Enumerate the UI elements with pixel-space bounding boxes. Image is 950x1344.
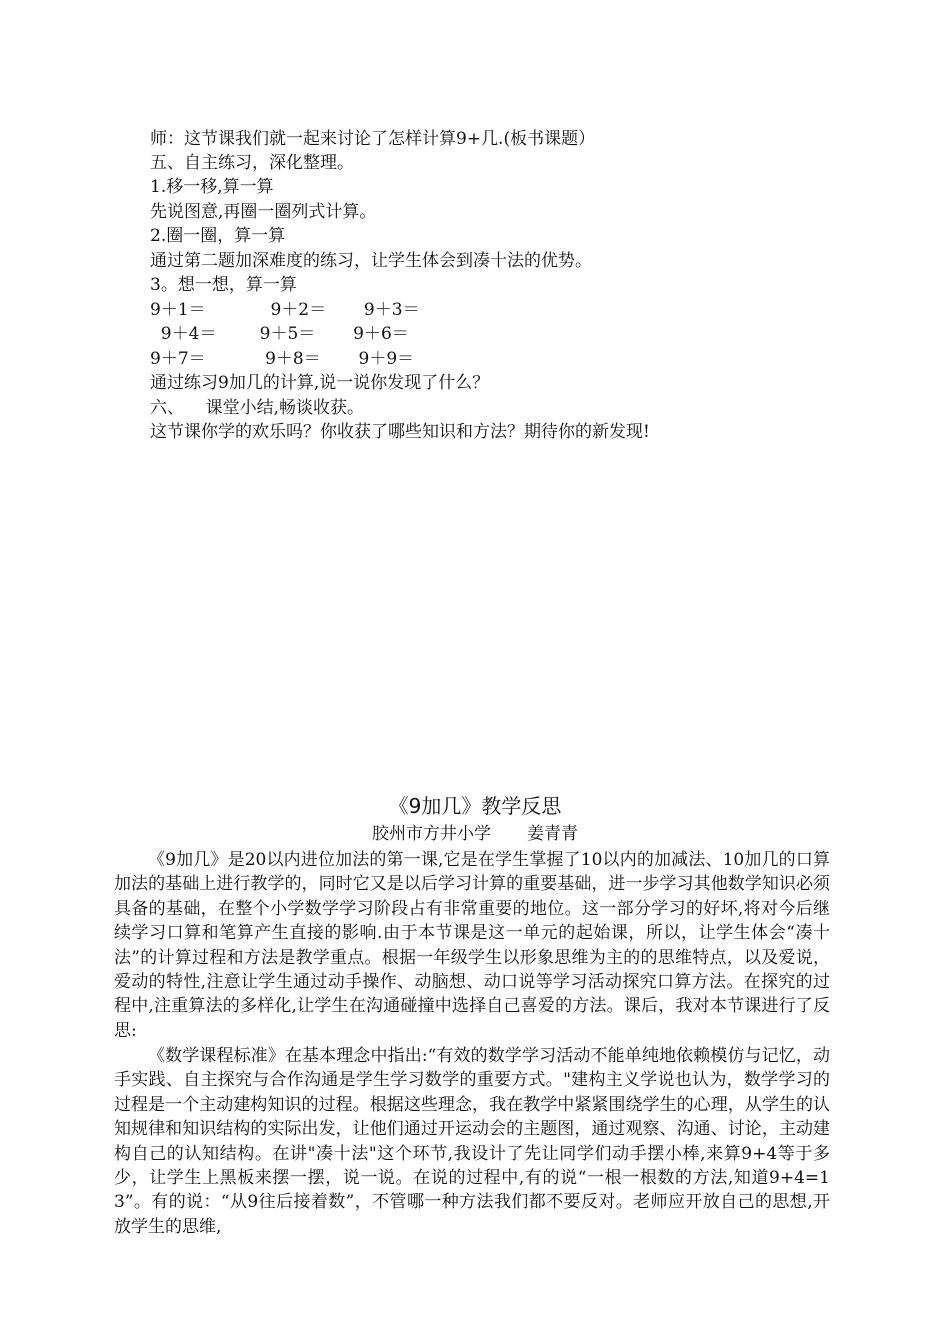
author-name: 姜青青 [527, 824, 578, 844]
author-line [0, 822, 950, 846]
equation-row: 9＋1＝ 9＋2＝ 9＋3＝ [150, 300, 420, 320]
text-line: 师：这节课我们就一起来讨论了怎样计算9+几.(板书课题） [150, 129, 596, 149]
text-line: 3。想一想，算一算 [150, 275, 297, 295]
text-line: 通过第二题加深难度的练习，让学生体会到凑十法的优势。 [150, 251, 592, 271]
text-line: 通过练习9加几的计算,说一说你发现了什么？ [150, 373, 490, 393]
text-line: 先说图意,再圈一圈列式计算。 [150, 202, 377, 222]
text-line: 2.圈一圈，算一算 [150, 226, 286, 246]
equation-row: 9＋4＝ 9＋5＝ 9＋6＝ [150, 324, 409, 344]
text-line: 这节课你学的欢乐吗？你收获了哪些知识和方法？期待你的新发现! [150, 422, 650, 442]
text-line: 1.移一移,算一算 [150, 177, 274, 197]
text-line: 六、 课堂小结,畅谈收获。 [150, 398, 365, 418]
equation-row: 9＋7＝ 9＋8＝ 9＋9＝ [150, 349, 415, 369]
paragraph: 《数学课程标准》在基本理念中指出:“有效的数学学习活动不能单纯地依赖模仿与记忆，动手实践、自主探究与合作沟通是学生学习数学的重要方式。"建构主义学说也认为，数学学习的过程是一个主动建构知识的过程。根据这些理念，我在教学中紧紧围绕学生的心理，从学生的认知规律和知识结构的实际出发，让他们通过开运动会的主题图，通过观察、沟通、讨论，主动建构自己的认知结构。在讲"凑十法"这个环节,我设计了先让同学们动手摆小棒,来算9+4等于多少，让学生上黑板来摆一摆，说一说。在说的过程中,有的说“一根一根数的方法,知道9+4=13”。有的说：“从9往后接着数”，不管哪一种方法我们都不要反对。老师应开放自己的思想,开放学生的思维, [114, 1046, 830, 1237]
paragraph: 《9加几》是20以内进位加法的第一课,它是在学生掌握了10以内的加减法、10加几的口算加法的基础上进行教学的，同时它又是以后学习计算的重要基础，进一步学习其他数学知识必须具备的基础，在整个小学数学学习阶段占有非常重要的地位。这一部分学习的好坏,将对今后继续学习口算和笔算产生直接的影响.由于本节课是这一单元的起始课，所以，让学生体会“凑十法”的计算过程和方法是教学重点。根据一年级学生以形象思维为主的的思维特点，以及爱说，爱动的特性,注意让学生通过动手操作、动脑想、动口说等学习活动探究口算方法。在探究的过程中,注重算法的多样化,让学生在沟通碰撞中选择自己喜爱的方法。课后，我对本节课进行了反思: [114, 850, 830, 1041]
text-line: 五、自主练习，深化整理。 [150, 153, 354, 173]
reflection-title: 《9加几》教学反思 [388, 794, 562, 818]
school-name: 胶州市方井小学 [372, 824, 491, 844]
